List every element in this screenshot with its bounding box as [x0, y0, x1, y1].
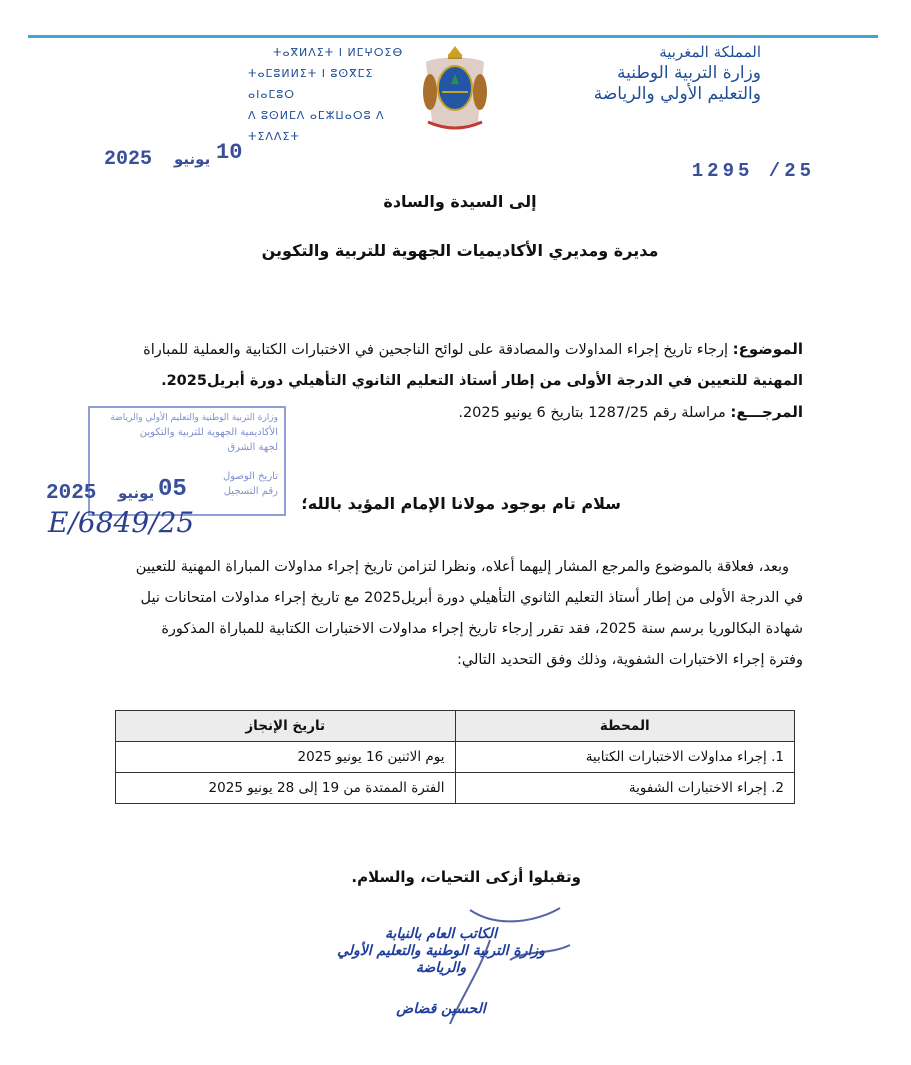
- reference-text: مراسلة رقم 1287/25 بتاريخ 6 يونيو 2025.: [458, 405, 726, 421]
- table-header-stage: المحطة: [455, 711, 795, 742]
- reception-registration-number: E/6849/25: [48, 506, 195, 539]
- ministry-name-tf-line2: ⴷ ⵓⵙⵍⵎⴷ ⴰⵎⵣⵡⴰⵔⵓ ⴷ ⵜⵉⴷⴷⵉⵜ: [248, 109, 385, 143]
- reception-date-year: 2025: [46, 482, 97, 505]
- table-header-date: تاريخ الإنجاز: [116, 711, 456, 742]
- ministry-header-arabic: [521, 42, 761, 105]
- table-cell-date: الفترة الممتدة من 19 إلى 28 يونيو 2025: [116, 773, 456, 804]
- body-line4: وفترة إجراء الاختبارات الشفوية، وذلك وفق التحديد التالي:: [456, 652, 803, 668]
- signature-title-line3: والرياضة: [415, 960, 467, 976]
- reception-stamp-date-label: تاريخ الوصول: [223, 471, 278, 482]
- subject-label: الموضوع:: [732, 340, 803, 358]
- reception-date-day: 05: [158, 476, 187, 503]
- subject-text-line1: إرجاء تاريخ إجراء المداولات والمصادقة على لوائح الناجحين في الاختبارات الكتابية والعملية للمباراة: [143, 342, 728, 358]
- header-rule: [28, 35, 878, 38]
- reception-stamp-line1: وزارة التربية الوطنية والتعليم الأولي والرياضة: [110, 413, 278, 423]
- reception-stamp-line3: لجهة الشرق: [227, 442, 278, 453]
- body-line2: في الدرجة الأولى من إطار أستاذ التعليم الثانوي التأهيلي دورة أبريل2025 مع تاريخ إجراء مداولات امتحانات نيل: [140, 590, 803, 606]
- reception-stamp-line2: الأكاديمية الجهوية للتربية والتكوين: [139, 427, 278, 438]
- ministry-name-ar-line2: والتعليم الأولي والرياضة: [593, 84, 761, 104]
- greeting: سلام تام بوجود مولانا الإمام المؤيد بالله؛: [301, 494, 621, 513]
- reference-number-stamp: 1295 /25: [691, 160, 815, 182]
- table-row: [116, 773, 795, 804]
- body-paragraph: [103, 552, 803, 676]
- date-stamp-year: 2025: [104, 148, 153, 171]
- kingdom-name-ar: المملكة المغربية: [659, 43, 761, 61]
- closing-salutation: وتقبلوا أزكى التحيات، والسلام.: [351, 868, 581, 886]
- table-row: [116, 742, 795, 773]
- table-cell-date: يوم الاثنين 16 يونيو 2025: [116, 742, 456, 773]
- ministry-name-ar-line1: وزارة التربية الوطنية: [616, 63, 761, 83]
- table-header-row: [116, 711, 795, 742]
- signatory-name: الحسين قضاض: [396, 1001, 486, 1017]
- signature-title-line2: وزارة التربية الوطنية والتعليم الأولي: [337, 943, 545, 959]
- ministry-header-tifinagh: [248, 42, 418, 147]
- date-stamp-month: يونيو: [174, 150, 211, 168]
- kingdom-name-tf: ⵜⴰⴳⵍⴷⵉⵜ ⵏ ⵍⵎⵖⵔⵉⴱ: [273, 46, 404, 59]
- signature-title-line1: الكاتب العام بالنيابة: [385, 926, 497, 942]
- schedule-table: [115, 710, 795, 804]
- body-line1: وبعد، فعلاقة بالموضوع والمرجع المشار إليهما أعلاه، ونظرا لتزامن تاريخ إجراء مداولات المباراة المهنية للتعيين: [135, 559, 789, 575]
- table-cell-stage: 1. إجراء مداولات الاختبارات الكتابية: [455, 742, 795, 773]
- reception-date: [46, 476, 226, 506]
- addressee-line1: إلى السيدة والسادة: [383, 192, 537, 211]
- date-stamp: [104, 138, 254, 178]
- ministry-name-tf-line1: ⵜⴰⵎⵓⵍⵍⵉⵜ ⵏ ⵓⵙⴳⵎⵉ ⴰⵏⴰⵎⵓⵔ: [248, 67, 374, 101]
- body-line3: شهادة البكالوريا برسم سنة 2025، فقد تقرر إرجاء تاريخ إجراء مداولات الاختبارات الكتابية للمباراة المذكورة: [161, 621, 803, 637]
- addressee-line2: مديرة ومديري الأكاديميات الجهوية للتربية والتكوين: [261, 241, 659, 260]
- reference-label: المرجـــع:: [730, 403, 803, 421]
- handwritten-signature: [430, 900, 580, 1030]
- subject-text-line2: المهنية للتعيين في الدرجة الأولى من إطار أستاذ التعليم الثانوي التأهيلي دورة أبريل2025.: [161, 373, 803, 389]
- reception-date-month: يونيو: [118, 484, 155, 502]
- date-stamp-day: 10: [216, 140, 243, 165]
- table-cell-stage: 2. إجراء الاختبارات الشفوية: [455, 773, 795, 804]
- coat-of-arms-emblem: [418, 42, 492, 134]
- reception-stamp-reg-label: رقم التسجيل: [223, 486, 278, 497]
